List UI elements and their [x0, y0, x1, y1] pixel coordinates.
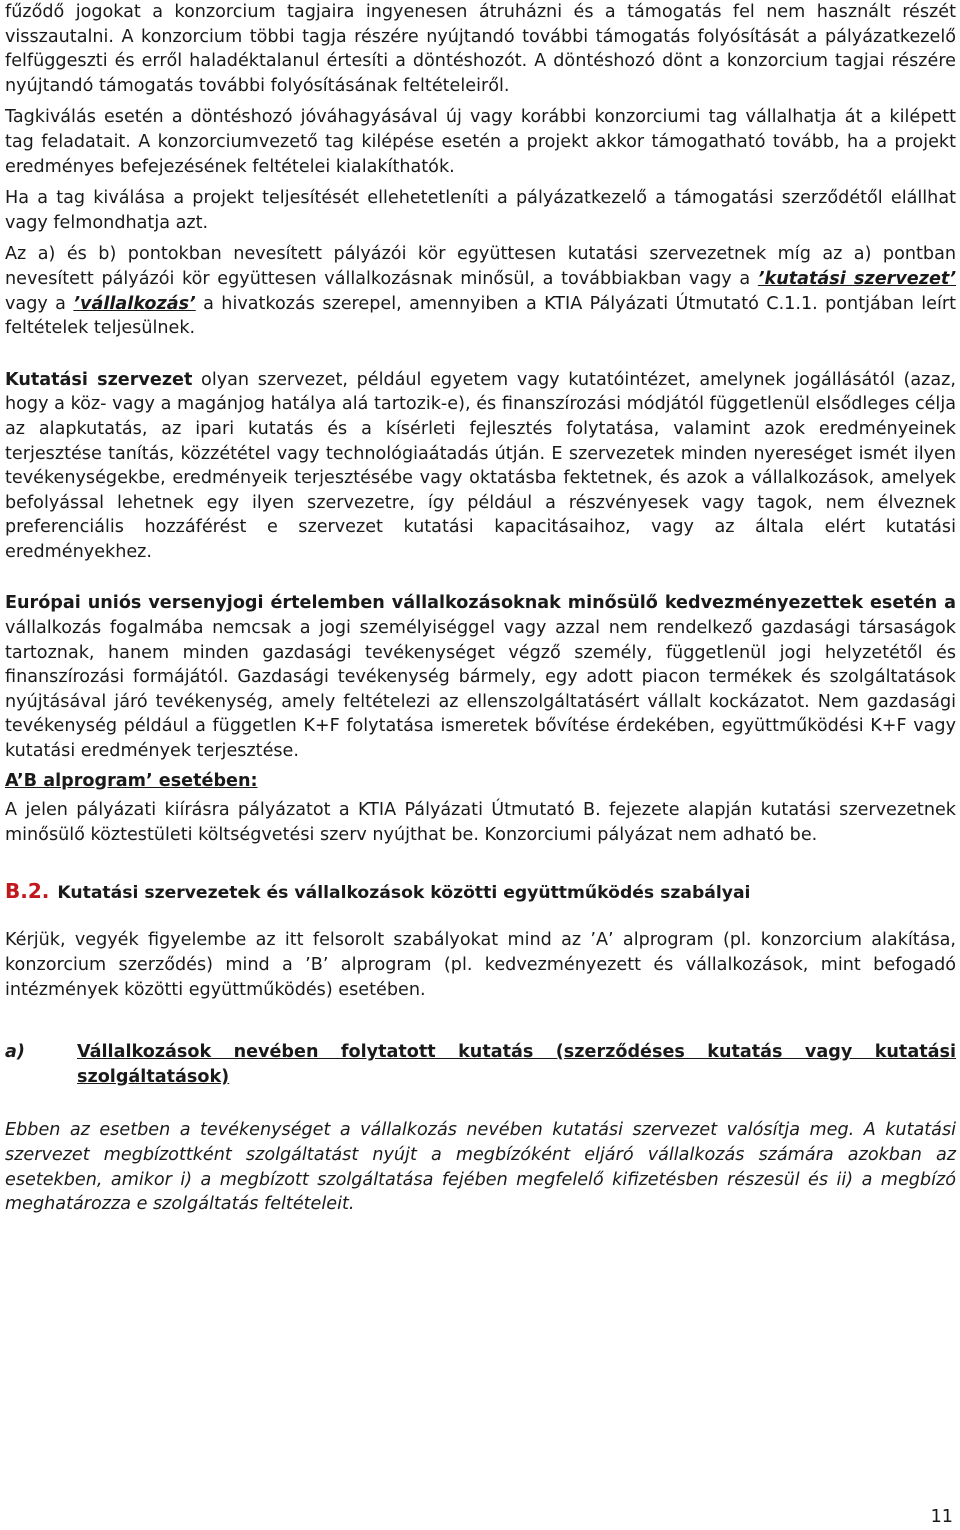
list-item-label: a) [5, 1042, 25, 1063]
paragraph-member-exit: Tagkiválás esetén a döntéshozó jóváhagyásával új vagy korábbi konzorciumi tag vállalhatja át a kilépett tag feladatait. A konzorciumvezető tag kilépése esetén a projekt akkor támogatható tovább, ha a projekt eredményes befejezésének feltételei kialakíthatók. [5, 107, 956, 177]
classification-text-a: Az a) és b) pontokban nevesített pályázói kör együttesen kutatási szervezetnek míg az a) pontban nevesített pályázói kör együttesen vállalkozásnak minősül, a továbbiakban vagy a [5, 244, 956, 289]
paragraph-member-withdrawal: Ha a tag kiválása a projekt teljesítését ellehetetleníti a pályázatkezelő a támogatási szerződétől elállhat vagy felmondhatja azt. [5, 188, 956, 233]
list-item-title: Vállalkozások nevében folytatott kutatás (szerződéses kutatás vagy kutatási szolgáltatások) [77, 1042, 956, 1087]
definition-term-enterprise: Európai uniós versenyjogi értelemben vállalkozásoknak minősülő kedvezményezettek esetén a [5, 593, 956, 614]
definition-term-research-organisation: Kutatási szervezet [5, 369, 193, 390]
classification-text-c: a hivatkozás szerepel, amennyiben a KTIA Pályázati Útmutató C.1.1. pontjában leírt feltételek teljesülnek. [5, 293, 956, 339]
definition-text-research-organisation: olyan szervezet, például egyetem vagy kutatóintézet, amelynek jogállásától (azaz, hogy a köz- vagy a magánjog hatálya alá tartozik-e), és finanszírozási módjától függetlenül elsődleges célja az alapkutatás, az ipari kutatás és a kísérleti fejlesztés folytatása, valamint azok eredményeinek terjesztése tanítás, közzététel vagy technológiaátadás útján. E szervezetek minden nyereséget ismét ilyen tevékenységekbe, eredményeik terjesztésébe vagy oktatásba fektetnek, és azok a vállalkozások, amelyek befolyással lehetnek egy ilyen szervezetre, így például a részvényesek vagy tagok, nem élveznek preferenciális hozzáférést e szervezet kutatási kapacitásaihoz, vagy az általa elért kutatási eredményekhez. [5, 369, 956, 562]
term-kutatasi-szervezet: ’kutatási szervezet’ [757, 268, 957, 289]
definition-text-enterprise: vállalkozás fogalmába nemcsak a jogi személyiséggel vagy azzal nem rendelkező gazdasági társaságok tartoznak, hanem minden gazdasági tevékenységet végző személy, függetlenül jogi helyzetétől és finanszírozási formájától. Gazdasági tevékenység bármely, egy adott piacon termékek és szolgáltatások nyújtásával járó tevékenység, amely feltételezi az ellenszolgáltatásért vállalt kockázatot. Nem gazdasági tevékenység például a független K+F folytatása ismeretek bővítése érdekében, együttműködési K+F vagy kutatási eredmények terjesztése. [5, 618, 956, 762]
paragraph-cooperation-rules-intro: Kérjük, vegyék figyelembe az itt felsorolt szabályokat mind az ’A’ alprogram (pl. konzorcium alakítása, konzorcium szerződés) mind a ’B’ alprogram (pl. kedvezményezett és vállalkozások, mint befogadó intézmények közötti együttműködés) esetében. [5, 930, 956, 1000]
document-page [5, 0, 956, 1217]
paragraph-applicant-classification [5, 242, 956, 340]
subheading-b-subprogram: A’B alprogram’ esetében: [5, 770, 258, 791]
paragraph-contract-research: Ebben az esetben a tevékenységet a vállalkozás nevében kutatási szervezet valósítja meg. A kutatási szervezet megbízottként szolgáltatást nyújt a megbízóként eljáró vállalkozás számára azokban az esetekben, amikor i) a megbízott szolgáltatása fejében megfelelő kifizetésben részesül és ii) a megbízó meghatározza e szolgáltatás feltételeit. [5, 1120, 956, 1215]
term-vallalkozas: ’vállalkozás’ [73, 293, 196, 314]
paragraph-b-subprogram-eligibility: A jelen pályázati kiírásra pályázatot a KTIA Pályázati Útmutató B. fejezete alapján kutatási szervezetnek minősülő köztestületi költségvetési szerv nyújthat be. Konzorciumi pályázat nem adható be. [5, 800, 956, 845]
paragraph-research-organisation-definition [5, 368, 956, 565]
list-item-a [5, 1040, 956, 1089]
paragraph-enterprise-definition [5, 591, 956, 763]
page-number: 11 [930, 1507, 953, 1527]
paragraph-consortium-transfer: fűződő jogokat a konzorcium tagjaira ingyenesen átruházni és a támogatás fel nem használt részét visszautalni. A konzorcium többi tagja részére nyújtandó további támogatás folyósítását a pályázatkezelő felfüggeszti és erről haladéktalanul értesíti a döntéshozót. A döntéshozó dönt a konzorcium tagjai részére nyújtandó támogatás további folyósításának feltételeiről. [5, 2, 956, 96]
section-number: B.2. [5, 879, 50, 904]
section-heading-b2 [5, 876, 956, 908]
section-title: Kutatási szervezetek és vállalkozások közötti együttműködés szabályai [57, 883, 751, 904]
classification-text-b: vagy a [5, 293, 74, 314]
